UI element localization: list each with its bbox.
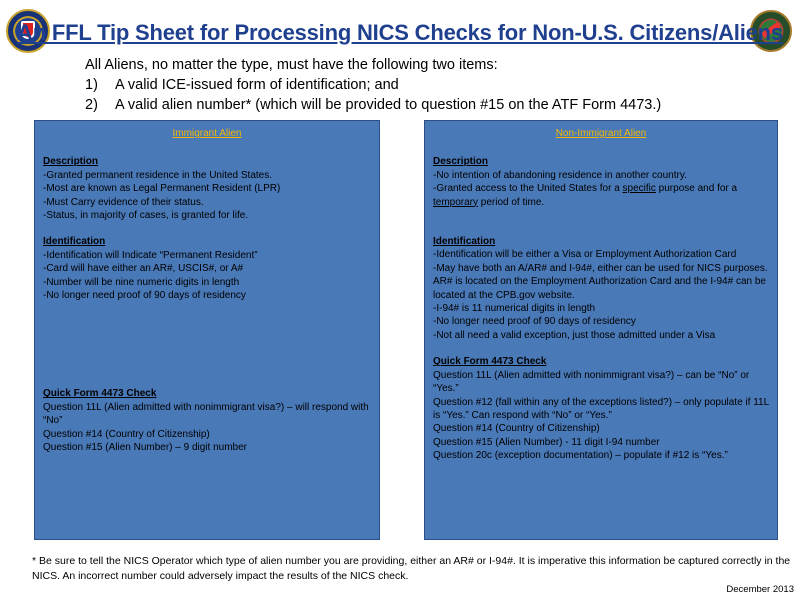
quick-check-heading: Quick Form 4473 Check <box>43 388 157 400</box>
quick-check-line: Question 20c (exception documentation) – populate if #12 is “Yes.” <box>433 450 728 462</box>
identification-line: -May have both an A/AR# and I-94#, either can be used for NICS purposes. AR# is located on the Employment Authorization Card and the I-94# can be located at the CPB.gov website. <box>433 262 768 301</box>
description-line: -Granted access to the United States for a specific purpose and for a temporary period of time. <box>433 183 738 208</box>
intro-item <box>85 75 785 95</box>
identification-line: -No longer need proof of 90 days of residency <box>43 290 246 302</box>
identification-line: -Not all need a valid exception, just those admitted under a Visa <box>433 329 716 341</box>
description-heading: Description <box>43 156 99 168</box>
quick-check-line: Question #15 (Alien Number) – 9 digit number <box>43 442 247 454</box>
identification-heading: Identification <box>433 236 496 248</box>
immigrant-alien-panel <box>34 120 380 540</box>
intro-item-text: A valid ICE-issued form of identification; and <box>115 77 399 93</box>
intro-section <box>85 55 785 115</box>
identification-line: -Number will be nine numeric digits in length <box>43 276 240 288</box>
intro-lead: All Aliens, no matter the type, must have the following two items: <box>85 57 498 73</box>
identification-line: -No longer need proof of 90 days of residency <box>433 316 636 328</box>
intro-item-number: 1) <box>85 77 98 93</box>
quick-check-line: Question #15 (Alien Number) - 11 digit I-94 number <box>433 436 660 448</box>
description-line: -Granted permanent residence in the United States. <box>43 169 273 181</box>
description-line: -Must Carry evidence of their status. <box>43 196 204 208</box>
panel-title: Non-Immigrant Alien <box>555 128 647 139</box>
identification-line: -Card will have either an AR#, USCIS#, or A# <box>43 263 244 275</box>
intro-item-text: A valid alien number* (which will be provided to question #15 on the ATF Form 4473.) <box>115 97 662 113</box>
description-line: -Most are known as Legal Permanent Resident (LPR) <box>43 183 281 195</box>
quick-check-line: Question #14 (Country of Citizenship) <box>43 428 210 440</box>
intro-item-number: 2) <box>85 97 98 113</box>
identification-line: -I-94# is 11 numerical digits in length <box>433 303 596 315</box>
description-line: -Status, in majority of cases, is granted for life. <box>43 210 249 222</box>
publication-date: December 2013 <box>726 584 794 595</box>
quick-check-line: Question #12 (fall within any of the exceptions listed?) – only populate if 11L is “Yes.” Can respond with “No” or “Yes.” <box>433 396 769 421</box>
identification-line: -Identification will be either a Visa or Employment Authorization Card <box>433 249 737 261</box>
description-heading: Description <box>433 156 489 168</box>
quick-check-line: Question #14 (Country of Citizenship) <box>433 423 600 435</box>
quick-check-line: Question 11L (Alien admitted with nonimmigrant visa?) – will respond with “No” <box>43 401 369 427</box>
page-title: An FFL Tip Sheet for Processing NICS Checks for Non-U.S. Citizens/Aliens <box>17 20 783 45</box>
panel-title: Immigrant Alien <box>172 128 242 139</box>
non-immigrant-alien-panel <box>424 120 778 540</box>
identification-line: -Identification will Indicate “Permanent Resident” <box>43 249 258 261</box>
identification-heading: Identification <box>43 236 106 248</box>
quick-check-heading: Quick Form 4473 Check <box>433 356 547 368</box>
description-line: -No intention of abandoning residence in another country. <box>433 169 687 181</box>
intro-item <box>85 95 785 115</box>
footnote: * Be sure to tell the NICS Operator which type of alien number you are providing, either an AR# or I-94#. It is imperative this information be captured correctly in the NICS. An incorrect number could adversely impact the results of the NICS check. <box>32 555 791 582</box>
quick-check-line: Question 11L (Alien admitted with nonimmigrant visa?) – can be “No” or “Yes.” <box>433 369 750 395</box>
